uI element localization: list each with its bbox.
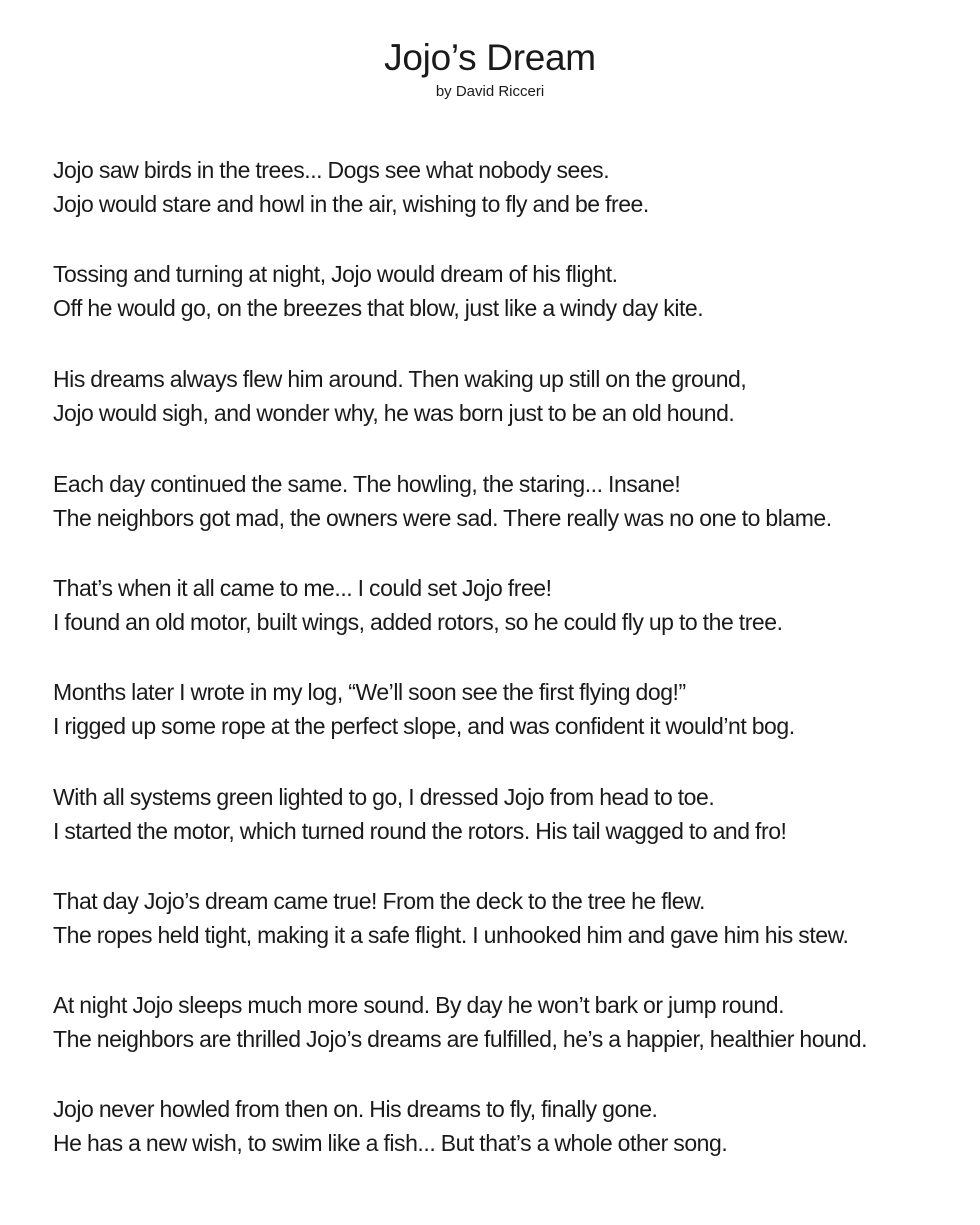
stanza-line: I started the motor, which turned round the rotors. His tail wagged to and fro! (53, 818, 787, 844)
stanza-line: Each day continued the same. The howling, the staring... Insane! (53, 471, 681, 497)
stanza-3 (53, 362, 746, 430)
stanza-line: That day Jojo’s dream came true! From the deck to the tree he flew. (53, 888, 705, 914)
stanza-line: Jojo never howled from then on. His dreams to fly, finally gone. (53, 1096, 658, 1122)
stanza-6 (53, 675, 795, 743)
stanza-line: His dreams always flew him around. Then waking up still on the ground, (53, 366, 747, 392)
stanza-1 (53, 153, 649, 221)
stanza-line: The neighbors are thrilled Jojo’s dreams are fulfilled, he’s a happier, healthier hound. (53, 1026, 868, 1052)
stanza-10 (53, 1092, 727, 1160)
poem-title: Jojo’s Dream (384, 37, 596, 78)
stanza-line: I found an old motor, built wings, added rotors, so he could fly up to the tree. (53, 609, 783, 635)
stanza-2 (53, 257, 703, 325)
stanza-line: I rigged up some rope at the perfect slope, and was confident it would’nt bog. (53, 713, 795, 739)
stanza-line: Off he would go, on the breezes that blow, just like a windy day kite. (53, 295, 704, 321)
stanza-8 (53, 884, 848, 952)
poem-byline: by David Ricceri (435, 83, 545, 100)
stanza-line: At night Jojo sleeps much more sound. By day he won’t bark or jump round. (53, 992, 785, 1018)
stanza-line: With all systems green lighted to go, I dressed Jojo from head to toe. (53, 784, 715, 810)
stanza-line: The ropes held tight, making it a safe flight. I unhooked him and gave him his stew. (53, 922, 849, 948)
stanza-line: Jojo would sigh, and wonder why, he was born just to be an old hound. (53, 400, 735, 426)
stanza-line: He has a new wish, to swim like a fish... But that’s a whole other song. (53, 1130, 728, 1156)
stanza-line: Months later I wrote in my log, “We’ll soon see the first flying dog!” (53, 679, 686, 705)
stanza-line: That’s when it all came to me... I could set Jojo free! (53, 575, 552, 601)
stanza-line: Tossing and turning at night, Jojo would dream of his flight. (53, 261, 618, 287)
stanza-5 (53, 571, 783, 639)
stanza-4 (53, 467, 832, 535)
stanza-9 (53, 988, 867, 1056)
stanza-7 (53, 780, 786, 848)
stanza-line: The neighbors got mad, the owners were sad. There really was no one to blame. (53, 505, 832, 531)
stanza-line: Jojo would stare and howl in the air, wishing to fly and be free. (53, 191, 649, 217)
stanza-line: Jojo saw birds in the trees... Dogs see what nobody sees. (53, 157, 610, 183)
